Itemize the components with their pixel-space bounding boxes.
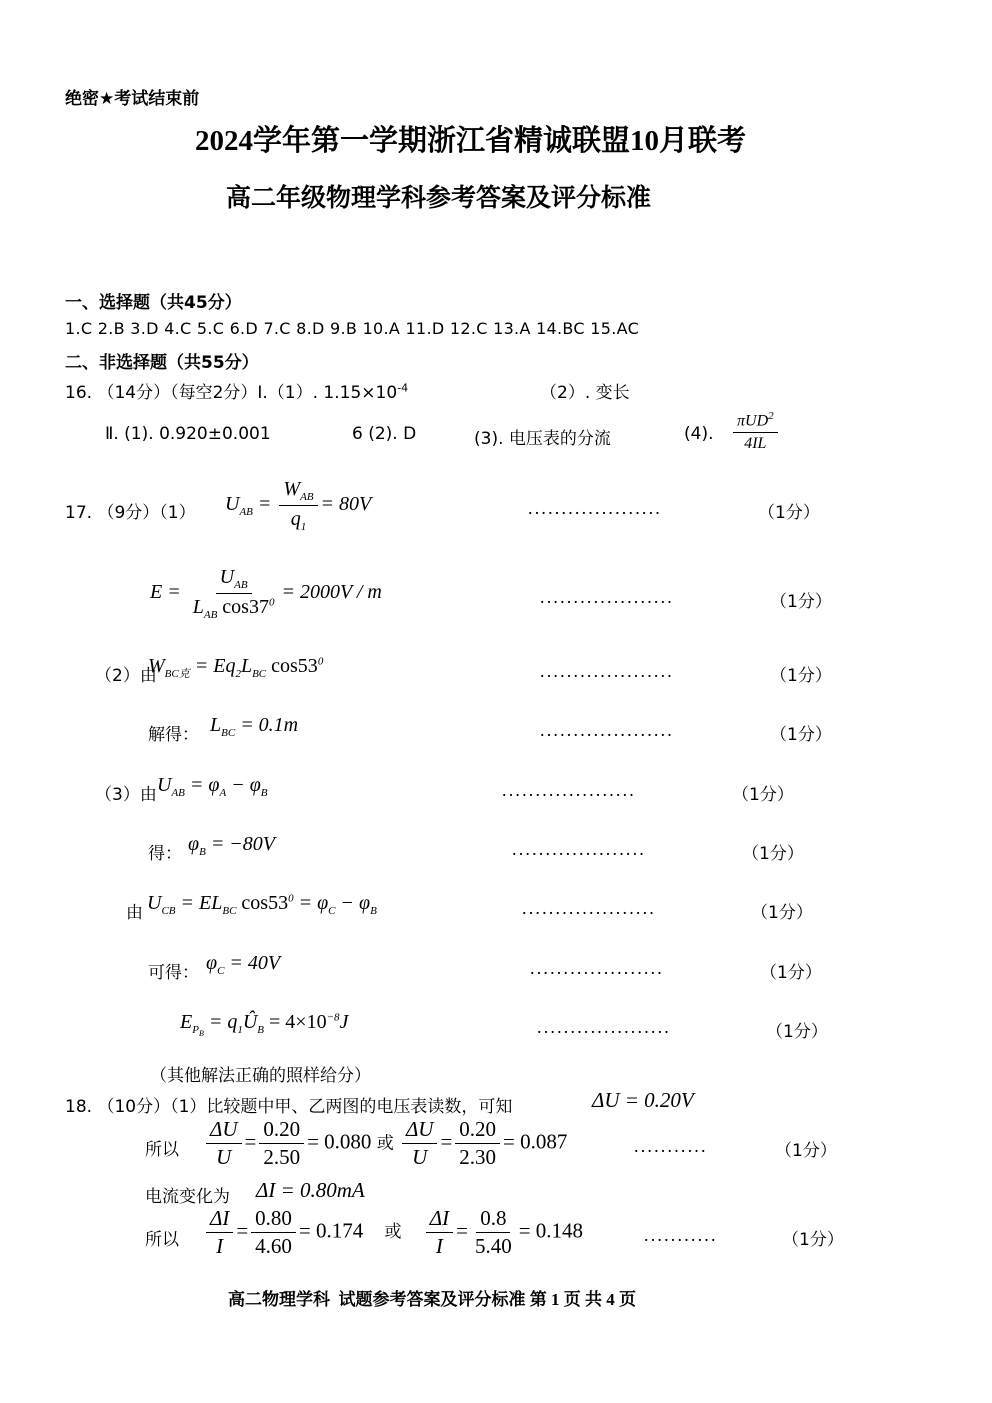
q16-line2-b: 6 (2). D [352,424,417,444]
q17-l6-label: 得： [148,844,182,864]
q17-eq3: $W_{BC克} = Eq_2L_{BC}$ $\cos 53^0$ [148,655,324,680]
q16-frac-sup: 2 [768,410,774,422]
q17-dots-4: .................... [540,720,674,740]
q18-l4-label: 所以 [145,1230,179,1250]
q16-frac-num: πUD [737,412,769,430]
q18-label: 18. （10分）（1）比较题中甲、乙两图的电压表读数，可知 [65,1097,513,1117]
q17-dots-9: .................... [537,1017,671,1037]
q17-score-6: （1分） [742,844,804,864]
q17-dots-6: .................... [512,839,646,859]
q17-score-3: （1分） [770,666,832,686]
choice-answers: 1.C 2.B 3.D 4.C 5.C 6.D 7.C 8.D 9.B 10.A 11.D 12.C 13.A 14.BC 15.AC [65,319,640,338]
q16-line2-d: (4). [684,424,714,444]
q18-eq-u: $\frac{\Delta U}{U}$ = $\frac{0.20}{2.50}$ = 0.080 或 $\frac{\Delta U}{U}$ = $\frac{0.20}{2.30}$ = 0.087 [203,1118,567,1169]
q16-part2: （2）. 变长 [540,383,630,403]
q17-dots-1: .................... [528,498,662,518]
q17-eq1: $U_{AB}$ = $\frac{W_{AB}}{q_1}$ = 80V [225,478,372,534]
section1-heading: 一、选择题（共45分） [65,293,242,313]
q17-eq4: $L_{BC} = 0.1m$ [210,714,299,739]
q16-line1 [65,378,408,403]
q17-eq2: E = $\frac{U_{AB}}{L_{AB} \cos 37^0}$ = 2000V / m [150,566,382,622]
q18-dots-2: ........... [644,1225,718,1245]
q18-l3-label: 电流变化为 [145,1187,230,1207]
q17-dots-5: .................... [502,780,636,800]
q17-note: （其他解法正确的照样给分） [150,1066,371,1086]
q17-score-9: （1分） [766,1022,828,1042]
q17-score-7: （1分） [751,903,813,923]
q17-eq6: $\varphi_B = -80V$ [188,833,276,858]
q18-eq-i: $\frac{\Delta I}{I}$ = $\frac{0.80}{4.60}$ = 0.174 或 $\frac{\Delta I}{I}$ = $\frac{0.8}{5.40}$ = 0.148 [203,1207,583,1258]
q17-l5-label: （3）由 [95,785,157,805]
q17-l8-label: 可得： [148,963,199,983]
q16-formula [730,410,781,453]
q18-score-2: （1分） [782,1230,844,1250]
q17-label: 17. （9分）（1） [65,503,196,523]
section2-heading: 二、非选择题（共55分） [65,353,259,373]
page-footer: 高二物理学科 试题参考答案及评分标准 第 1 页 共 4 页 [228,1290,636,1309]
q17-eq9: $E_{P_B}$ = $q_1Û_B = 4\times 10^{-8}J$ [180,1011,349,1039]
exam-title: 2024学年第一学期浙江省精诚联盟10月联考 [195,125,747,157]
q18-du: ΔU = 0.20V [592,1088,694,1112]
q18-score-1: （1分） [775,1141,837,1161]
q16-frac-den: 4IL [744,434,767,452]
q17-l4-label: 解得： [148,725,199,745]
q17-score-4: （1分） [770,725,832,745]
q17-score-2: （1分） [770,592,832,612]
q16-prefix: 16. （14分）（每空2分）Ⅰ.（1）. 1.15×10 [65,383,398,403]
q17-eq8: $\varphi_C = 40V$ [206,952,281,977]
q17-eq5: $U_{AB} = \varphi_A - \varphi_B$ [157,774,268,799]
q17-score-1: （1分） [758,503,820,523]
q16-line2-a: Ⅱ. (1). 0.920±0.001 [105,424,271,444]
q17-dots-7: .................... [522,898,656,918]
secret-label: 绝密★考试结束前 [65,89,200,109]
q18-di: ΔI = 0.80mA [256,1178,365,1202]
q17-eq7: $U_{CB} = EL_{BC}$ $\cos 53^0 = \varphi_C - \varphi_B$ [147,892,377,917]
q18-l2-label: 所以 [145,1140,179,1160]
q17-dots-8: .................... [530,958,664,978]
q17-score-8: （1分） [760,963,822,983]
q18-dots-1: ........... [634,1136,708,1156]
q17-l3-label: （2）由 [95,666,157,686]
q16-exp: -4 [397,381,409,395]
q17-dots-2: .................... [540,587,674,607]
q16-line2-c: (3). 电压表的分流 [474,429,611,449]
q17-score-5: （1分） [732,785,794,805]
q17-dots-3: .................... [540,661,674,681]
exam-subtitle: 高二年级物理学科参考答案及评分标准 [226,185,652,212]
q17-l7-label: 由 [126,903,143,923]
